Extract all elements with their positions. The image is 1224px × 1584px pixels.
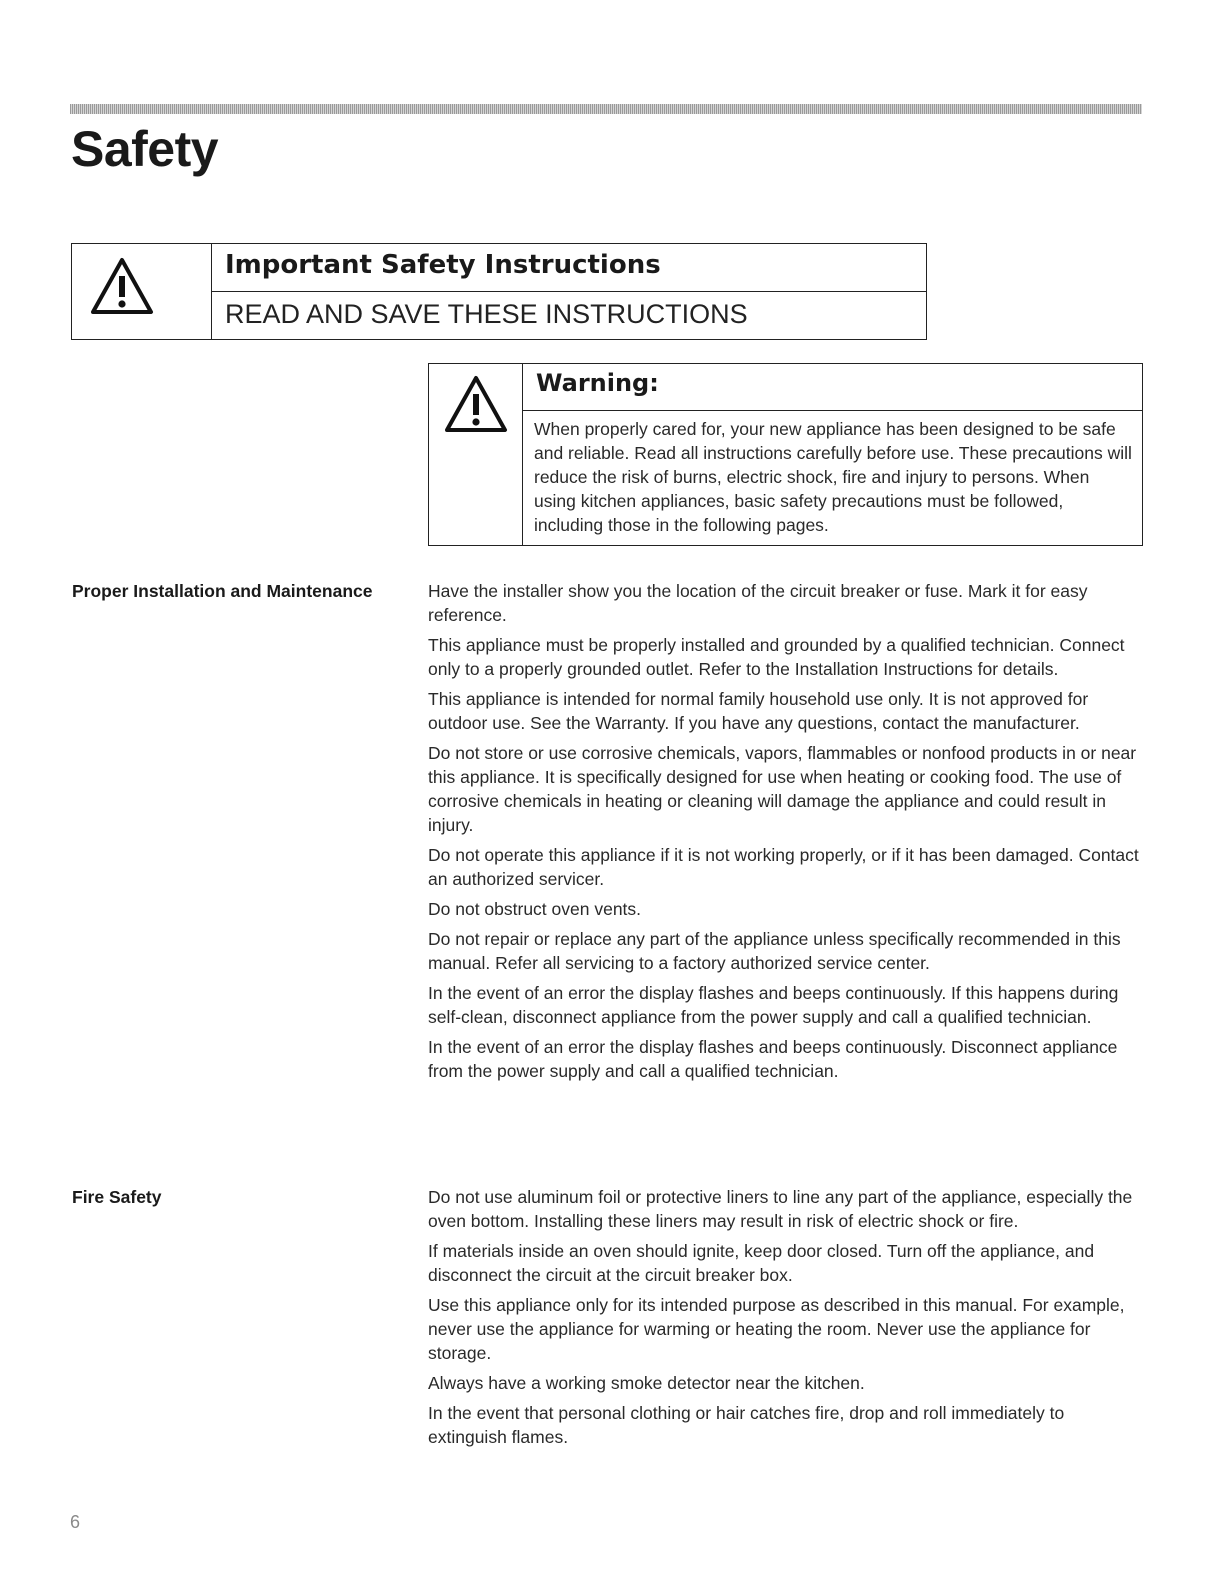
paragraph: Do not store or use corrosive chemicals, vapors, flammables or nonfood products in or near this appliance. It is specifically designed for use when heating or cooking food. The use of corrosive chemicals in heating or cleaning will damage the appliance and could result in injury. <box>428 743 1137 835</box>
paragraph: Do not operate this appliance if it is not working properly, or if it has been damaged. Contact an authorized servicer. <box>428 845 1139 889</box>
warning-body: When properly cared for, your new appliance has been designed to be safe and reliable. Read all instructions carefully before use. These precautions will reduce the risk of burns, electric shock, fire and injury to persons. When using kitchen appliances, basic safety precautions must be followed, including those in the following pages. <box>534 419 1132 535</box>
paragraph: In the event of an error the display flashes and beeps continuously. If this happens during self-clean, disconnect appliance from the power supply and call a qualified technician. <box>428 983 1119 1027</box>
paragraph: Do not use aluminum foil or protective liners to line any part of the appliance, especially the oven bottom. Installing these liners may result in risk of electric shock or fire. <box>428 1187 1133 1231</box>
warning-divider <box>523 410 1142 411</box>
warning-triangle-icon <box>89 256 155 316</box>
header-rule <box>70 104 1142 114</box>
paragraph: Always have a working smoke detector near the kitchen. <box>428 1373 865 1393</box>
important-subheading: READ AND SAVE THESE INSTRUCTIONS <box>225 299 748 329</box>
page-number: 6 <box>70 1512 81 1532</box>
important-icon-cell <box>72 244 212 339</box>
warning-heading: Warning: <box>536 369 659 397</box>
warning-triangle-icon <box>443 374 509 434</box>
paragraph: In the event that personal clothing or hair catches fire, drop and roll immediately to extinguish flames. <box>428 1403 1065 1447</box>
important-divider <box>212 291 926 292</box>
paragraph: If materials inside an oven should ignite, keep door closed. Turn off the appliance, and disconnect the circuit at the circuit breaker box. <box>428 1241 1095 1285</box>
paragraph: In the event of an error the display flashes and beeps continuously. Disconnect appliance from the power supply and call a qualified technician. <box>428 1037 1118 1081</box>
important-safety-box <box>71 243 927 340</box>
paragraph: Do not obstruct oven vents. <box>428 899 642 919</box>
section-body-installation <box>428 579 1144 1089</box>
warning-box <box>428 363 1143 546</box>
important-heading: Important Safety Instructions <box>225 250 661 280</box>
section-body-fire-safety <box>428 1185 1144 1455</box>
section-label-installation: Proper Installation and Maintenance <box>72 581 373 601</box>
paragraph: Use this appliance only for its intended purpose as described in this manual. For example, never use the appliance for warming or heating the room. Never use the appliance for storage. <box>428 1295 1125 1363</box>
section-label-fire-safety: Fire Safety <box>72 1187 162 1207</box>
paragraph: This appliance is intended for normal family household use only. It is not approved for outdoor use. See the Warranty. If you have any questions, contact the manufacturer. <box>428 689 1089 733</box>
warning-icon-cell <box>429 364 523 545</box>
paragraph: Have the installer show you the location of the circuit breaker or fuse. Mark it for easy reference. <box>428 581 1088 625</box>
paragraph: Do not repair or replace any part of the appliance unless specifically recommended in this manual. Refer all servicing to a factory authorized service center. <box>428 929 1121 973</box>
paragraph: This appliance must be properly installed and grounded by a qualified technician. Connect only to a properly grounded outlet. Refer to the Installation Instructions for details. <box>428 635 1125 679</box>
page-title: Safety <box>71 121 219 177</box>
